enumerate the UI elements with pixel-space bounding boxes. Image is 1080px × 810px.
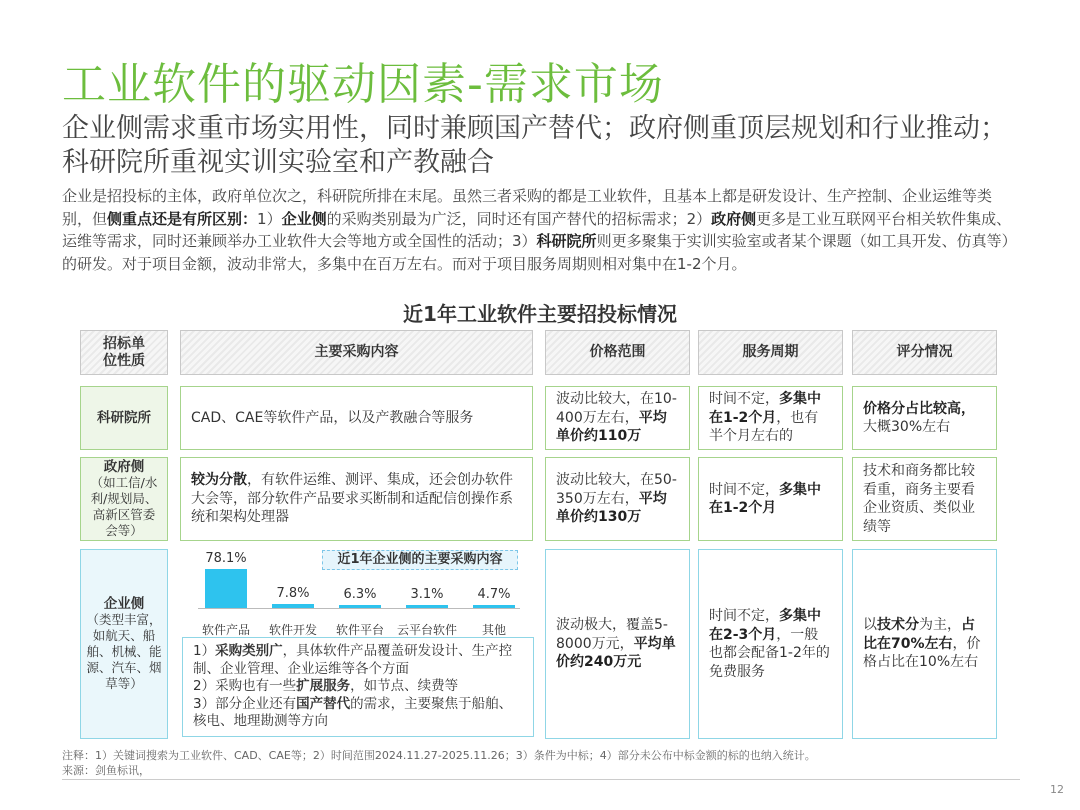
enterprise-price-cell	[545, 549, 690, 739]
row-head-enterprise-sub: （类型丰富，如航天、船舶、机械、能源、汽车、烟草等）	[86, 612, 162, 691]
enterprise-item-2-pre: 2）采购也有一些	[193, 678, 297, 694]
intro-text-4: 更多是工业互联网平台相关软件集成、运维等需求，同时还兼顾举办工业软件大会等地方或全国性的活动；3）	[62, 209, 1012, 250]
mini-chart-value-label: 4.7%	[477, 587, 511, 602]
government-period-cell	[698, 457, 843, 541]
enterprise-item-3-bold: 国产替代	[296, 695, 351, 712]
enterprise-item-1-pre: 1）	[193, 643, 216, 659]
enterprise-item-2	[193, 678, 523, 696]
research-period-cell	[698, 386, 843, 450]
enterprise-content-box	[182, 637, 534, 737]
enterprise-price-text: 波动极大，覆盖5-8000万元，	[556, 617, 668, 652]
intro-paragraph	[62, 185, 1020, 275]
research-price-cell	[545, 386, 690, 450]
header-score	[852, 330, 997, 375]
enterprise-item-1-bold: 采购类别广	[215, 643, 283, 659]
enterprise-price-bold: 平均单价约240万元	[556, 635, 676, 671]
row-head-research-label: 科研院所	[97, 410, 151, 426]
research-content: CAD、CAE等软件产品，以及产教融合等服务	[191, 409, 474, 426]
government-content-post: ，有软件运维、测评、集成，还会创办软件大会等，部分软件产品要求买断制和适配信创操作系统和架构处理器	[191, 472, 513, 526]
intro-bold-2: 企业侧	[281, 209, 327, 228]
enterprise-score-bold-1: 技术分	[877, 617, 919, 634]
mini-chart-category-label: 软件平台	[335, 623, 384, 637]
header-content-label: 主要采购内容	[314, 344, 399, 360]
row-head-government-sub: （如工信/水利/规划局、高新区管委会等）	[90, 475, 158, 538]
enterprise-score-pre: 以	[863, 617, 877, 634]
research-price-text: 波动比较大，在10-400万左右，	[556, 391, 677, 426]
government-score-cell	[852, 457, 997, 541]
mini-chart-category-label: 云平台软件	[396, 623, 457, 637]
government-price-text: 波动比较大，在50-350万左右，	[556, 472, 677, 507]
page-subtitle: 企业侧需求重市场实用性，同时兼顾国产替代；政府侧重顶层规划和行业推动；科研院所重视实训实验室和产教融合	[62, 113, 1007, 178]
page-number: 12	[1050, 783, 1064, 796]
header-content	[180, 330, 533, 375]
intro-bold-3: 政府侧	[711, 209, 757, 228]
mini-chart-category-label: 软件开发	[268, 623, 317, 637]
intro-text-1: 企业是招投标的主体，政府单位次之，科研院所排在末尾。虽然三者采购的都是工业软件，且基本上都是研发设计、生产控制、企业运维等类别，但	[62, 187, 993, 228]
mini-chart-value-label: 7.8%	[276, 586, 310, 602]
header-price	[545, 330, 690, 375]
footnote	[62, 748, 816, 778]
intro-bold-4: 科研院所	[536, 232, 597, 250]
enterprise-period-post: ，一般也都会配备1-2年的免费服务	[709, 626, 830, 680]
intro-text-3: 的采购类别最为广泛，同时还有国产替代的招标需求；2）	[326, 209, 712, 228]
enterprise-period-pre: 时间不定，	[709, 608, 779, 624]
header-period	[698, 330, 843, 375]
enterprise-item-3-post: 的需求，主要聚焦于船舶、核电、地理勘测等方向	[193, 695, 513, 729]
header-score-label: 评分情况	[896, 344, 953, 360]
row-head-enterprise-label: 企业侧	[103, 596, 145, 612]
mini-chart-category-label: 软件产品	[201, 623, 250, 637]
row-head-research	[80, 386, 168, 450]
enterprise-item-1-post: ，具体软件产品覆盖研发设计、生产控制、企业管理、企业运维等各个方面	[193, 643, 513, 677]
mini-chart-axis	[198, 608, 520, 609]
government-price-bold: 平均单价约130万	[556, 490, 667, 526]
enterprise-item-2-post: ，如节点、续费等	[350, 678, 459, 694]
mini-chart-value-label: 3.1%	[410, 587, 444, 602]
row-head-enterprise	[80, 549, 168, 739]
intro-bold-1: 侧重点还是有所区别：	[107, 209, 258, 228]
table-title: 近1年工业软件主要招投标情况	[403, 302, 677, 326]
row-head-government-label: 政府侧	[103, 459, 145, 475]
mini-chart-value-label: 78.1%	[205, 550, 247, 566]
government-content-bold: 较为分散	[191, 472, 247, 489]
enterprise-score-bold-2: 占比在70%左右	[863, 617, 975, 652]
research-score-cell	[852, 386, 997, 450]
enterprise-score-mid: 为主，	[919, 617, 961, 634]
research-period-pre: 时间不定，	[709, 391, 779, 408]
research-price-bold: 平均单价约110万	[556, 409, 667, 445]
header-unit-type	[80, 330, 168, 375]
mini-chart-title: 近1年企业侧的主要采购内容	[322, 550, 518, 570]
header-period-label: 服务周期	[742, 344, 799, 360]
intro-text-2: 1）	[257, 209, 282, 228]
row-head-government	[80, 457, 168, 541]
government-period-pre: 时间不定，	[709, 481, 779, 498]
intro-text-5: 则更多聚集于实训实验室或者某个课题（如工具开发、仿真等）的研发。对于项目金额，波动非常大，多集中在百万左右。而对于项目服务周期则相对集中在1-2个月。	[62, 232, 1017, 273]
government-price-cell	[545, 457, 690, 541]
footer-divider	[62, 779, 1020, 780]
source-text: 来源：剑鱼标讯，	[62, 764, 150, 777]
research-content-cell	[180, 386, 533, 450]
enterprise-item-2-bold: 扩展服务	[296, 678, 351, 694]
research-period-post: ，也有半个月左右的	[709, 409, 819, 445]
mini-chart-category-label: 其他	[481, 623, 506, 637]
mini-chart-bar	[205, 569, 247, 608]
page-title: 工业软件的驱动因素-需求市场	[62, 59, 664, 110]
government-score: 技术和商务都比较看重，商务主要看企业资质、类似业绩等	[863, 463, 975, 535]
enterprise-item-3-pre: 3）部分企业还有	[193, 695, 297, 712]
header-unit-type-label: 招标单位性质	[103, 335, 145, 369]
enterprise-item-3	[193, 696, 523, 731]
footnote-text: 注释：1）关键词搜索为工业软件、CAD、CAE等；2）时间范围2024.11.27-2025.11.26；3）条件为中标；4）部分未公布中标金额的标的也纳入统计。	[62, 749, 816, 762]
research-period-bold: 多集中在1-2个月	[709, 391, 821, 426]
enterprise-period-cell	[698, 549, 843, 739]
enterprise-period-bold: 多集中在2-3个月	[709, 608, 821, 643]
government-content-cell	[180, 457, 533, 541]
enterprise-score-cell	[852, 549, 997, 739]
enterprise-item-1	[193, 643, 523, 678]
research-score-post: 大概30%左右	[863, 419, 951, 435]
header-price-label: 价格范围	[589, 344, 646, 360]
enterprise-score-post: ，价格占比在10%左右	[863, 635, 981, 671]
government-period-bold: 多集中在1-2个月	[709, 481, 821, 516]
research-score-bold: 价格分占比较高，	[863, 400, 975, 417]
mini-chart-value-label: 6.3%	[343, 586, 377, 602]
